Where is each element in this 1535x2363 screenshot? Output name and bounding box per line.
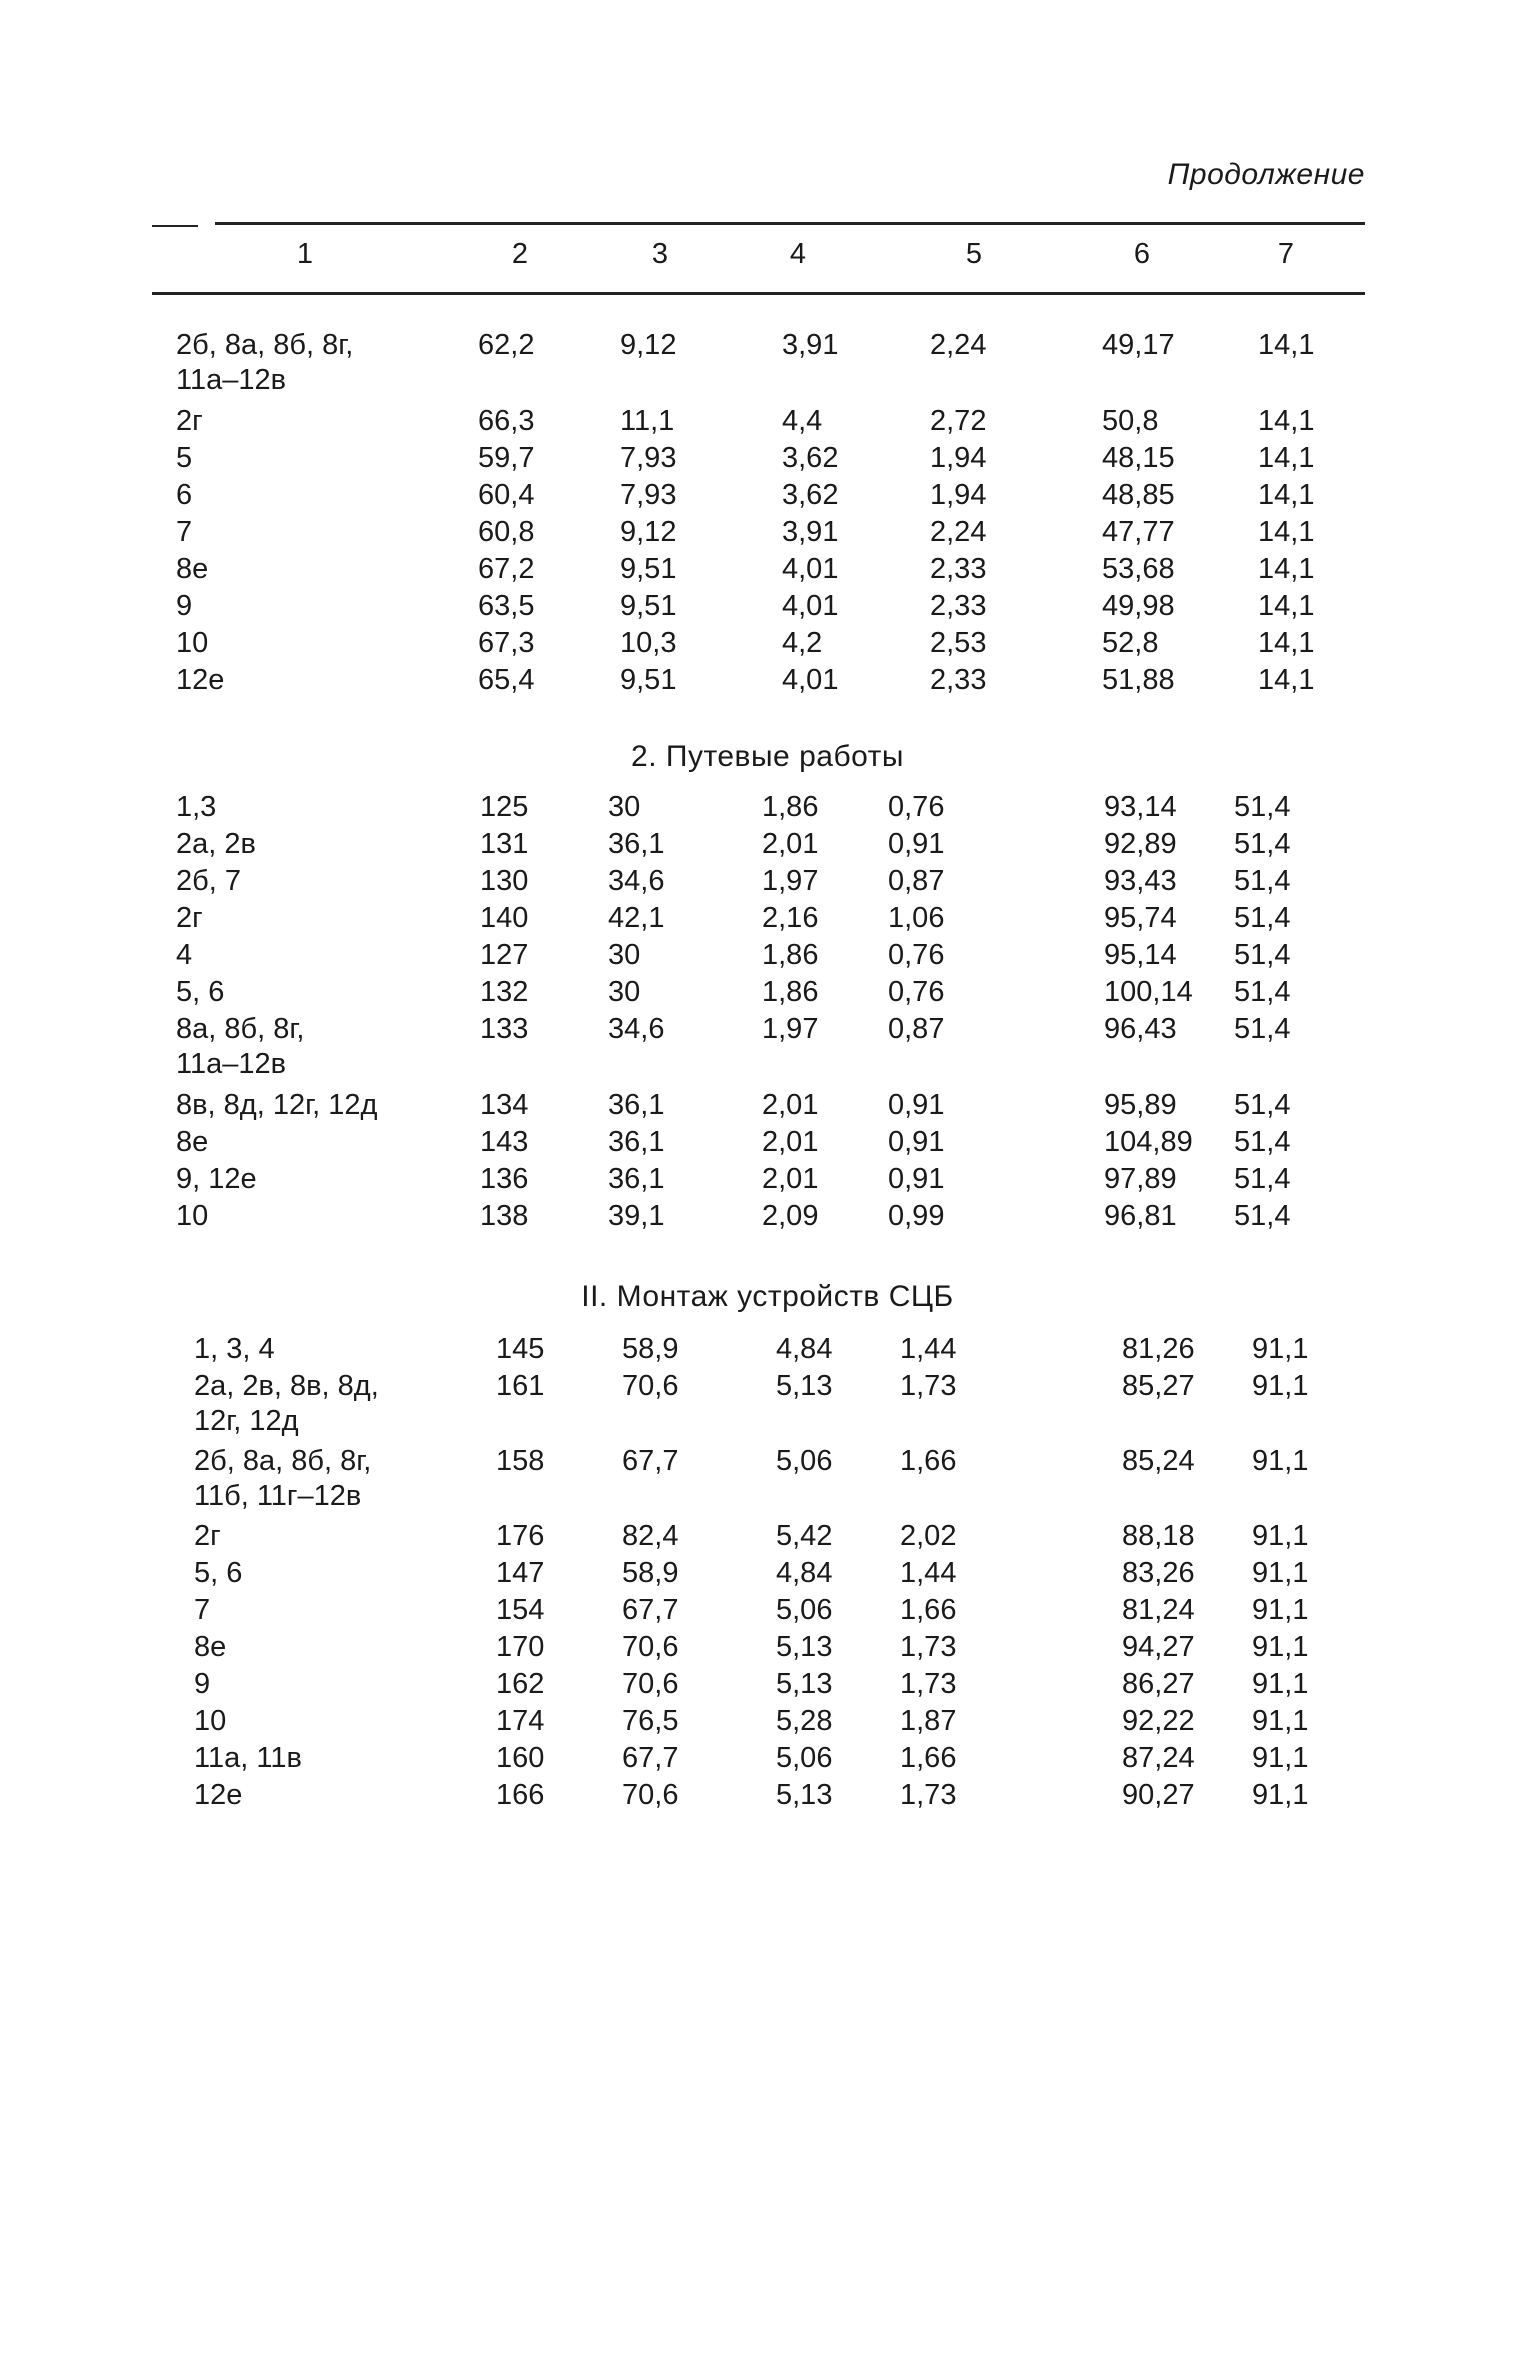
cell-col-3: 7,93 <box>620 442 677 474</box>
cell-col-4: 4,01 <box>782 664 839 696</box>
cell-col-2: 125 <box>480 791 529 823</box>
cell-col-5: 1,73 <box>900 1370 957 1402</box>
section-title-2: 2. Путевые работы <box>631 740 904 773</box>
cell-col-3: 7,93 <box>620 479 677 511</box>
cell-col-6: 48,15 <box>1102 442 1175 474</box>
column-header-3: 3 <box>651 238 669 270</box>
cell-col-7: 51,4 <box>1234 1200 1291 1232</box>
cell-col-3: 36,1 <box>608 828 665 860</box>
cell-col-5: 2,33 <box>930 664 987 696</box>
cell-col-3: 58,9 <box>622 1557 679 1589</box>
cell-col-6: 94,27 <box>1122 1631 1195 1663</box>
cell-col-4: 3,91 <box>782 329 839 361</box>
cell-col-4: 2,16 <box>762 902 819 934</box>
cell-col-2: 131 <box>480 828 529 860</box>
table-row <box>0 1444 1535 1518</box>
cell-col-7: 51,4 <box>1234 1163 1291 1195</box>
cell-col-2: 60,4 <box>478 479 535 511</box>
cell-col-6: 53,68 <box>1102 553 1175 585</box>
cell-col-2: 134 <box>480 1089 529 1121</box>
cell-col-4: 5,06 <box>776 1594 833 1626</box>
cell-col-4: 1,86 <box>762 791 819 823</box>
cell-col-1: 7 <box>194 1594 211 1626</box>
cell-col-4: 5,06 <box>776 1742 833 1774</box>
cell-col-3: 70,6 <box>622 1779 679 1811</box>
cell-col-3: 82,4 <box>622 1520 679 1552</box>
cell-col-6: 90,27 <box>1122 1779 1195 1811</box>
cell-col-1: 2а, 2в <box>176 828 256 860</box>
cell-col-1: 5, 6 <box>194 1557 243 1589</box>
cell-col-7: 51,4 <box>1234 791 1291 823</box>
cell-col-3: 30 <box>608 791 641 823</box>
cell-col-1: 10 <box>194 1705 227 1737</box>
cell-col-2: 63,5 <box>478 590 535 622</box>
table-row <box>0 1012 1535 1086</box>
cell-col-5: 0,91 <box>888 828 945 860</box>
cell-col-5: 0,99 <box>888 1200 945 1232</box>
cell-col-4: 5,28 <box>776 1705 833 1737</box>
cell-col-1: 2б, 7 <box>176 865 241 897</box>
cell-col-1: 2г <box>176 405 203 437</box>
cell-col-6: 50,8 <box>1102 405 1159 437</box>
cell-col-7: 91,1 <box>1252 1594 1309 1626</box>
cell-col-4: 1,86 <box>762 976 819 1008</box>
cell-col-2: 66,3 <box>478 405 535 437</box>
cell-col-5: 0,76 <box>888 791 945 823</box>
cell-col-7: 14,1 <box>1258 627 1315 659</box>
column-header-5: 5 <box>965 238 983 270</box>
cell-col-5: 0,76 <box>888 939 945 971</box>
cell-col-6: 97,89 <box>1104 1163 1177 1195</box>
cell-col-6: 95,74 <box>1104 902 1177 934</box>
cell-col-6: 88,18 <box>1122 1520 1195 1552</box>
cell-col-7: 51,4 <box>1234 828 1291 860</box>
cell-col-5: 0,76 <box>888 976 945 1008</box>
cell-col-2: 60,8 <box>478 516 535 548</box>
column-header-6: 6 <box>1133 238 1151 270</box>
cell-col-1: 5, 6 <box>176 976 225 1008</box>
table-row <box>0 1199 1535 1273</box>
cell-col-2: 154 <box>496 1594 545 1626</box>
cell-col-4: 2,01 <box>762 1163 819 1195</box>
cell-col-2: 158 <box>496 1445 545 1477</box>
cell-col-7: 51,4 <box>1234 1126 1291 1158</box>
column-header-1: 1 <box>296 238 314 270</box>
cell-col-6: 93,14 <box>1104 791 1177 823</box>
cell-col-1: 8в, 8д, 12г, 12д <box>176 1089 378 1121</box>
cell-col-1: 8а, 8б, 8г, 11а–12в <box>176 1013 305 1080</box>
cell-col-3: 9,51 <box>620 590 677 622</box>
cell-col-3: 36,1 <box>608 1126 665 1158</box>
cell-col-6: 96,81 <box>1104 1200 1177 1232</box>
continuation-caption: Продолжение <box>1167 158 1365 191</box>
cell-col-1: 2г <box>194 1520 221 1552</box>
cell-col-6: 95,14 <box>1104 939 1177 971</box>
cell-col-6: 48,85 <box>1102 479 1175 511</box>
cell-col-6: 100,14 <box>1104 976 1193 1008</box>
cell-col-1: 4 <box>176 939 193 971</box>
cell-col-6: 49,17 <box>1102 329 1175 361</box>
cell-col-6: 49,98 <box>1102 590 1175 622</box>
cell-col-7: 14,1 <box>1258 479 1315 511</box>
cell-col-2: 143 <box>480 1126 529 1158</box>
cell-col-4: 5,13 <box>776 1668 833 1700</box>
cell-col-3: 67,7 <box>622 1594 679 1626</box>
table-row <box>0 328 1535 402</box>
cell-col-5: 2,02 <box>900 1520 957 1552</box>
cell-col-1: 1, 3, 4 <box>194 1333 275 1365</box>
cell-col-6: 92,22 <box>1122 1705 1195 1737</box>
cell-col-6: 83,26 <box>1122 1557 1195 1589</box>
cell-col-6: 96,43 <box>1104 1013 1177 1045</box>
cell-col-1: 8е <box>194 1631 227 1663</box>
cell-col-1: 2б, 8а, 8б, 8г, 11а–12в <box>176 329 354 396</box>
cell-col-7: 91,1 <box>1252 1631 1309 1663</box>
cell-col-3: 67,7 <box>622 1742 679 1774</box>
cell-col-2: 67,2 <box>478 553 535 585</box>
cell-col-4: 2,09 <box>762 1200 819 1232</box>
cell-col-4: 2,01 <box>762 1089 819 1121</box>
cell-col-2: 67,3 <box>478 627 535 659</box>
cell-col-5: 1,87 <box>900 1705 957 1737</box>
cell-col-5: 1,66 <box>900 1594 957 1626</box>
cell-col-4: 4,84 <box>776 1333 833 1365</box>
cell-col-3: 30 <box>608 976 641 1008</box>
cell-col-7: 51,4 <box>1234 1089 1291 1121</box>
cell-col-3: 36,1 <box>608 1163 665 1195</box>
cell-col-2: 59,7 <box>478 442 535 474</box>
cell-col-7: 91,1 <box>1252 1333 1309 1365</box>
cell-col-7: 91,1 <box>1252 1742 1309 1774</box>
cell-col-7: 51,4 <box>1234 865 1291 897</box>
cell-col-3: 70,6 <box>622 1631 679 1663</box>
cell-col-4: 3,62 <box>782 442 839 474</box>
table-row <box>0 663 1535 737</box>
cell-col-3: 67,7 <box>622 1445 679 1477</box>
cell-col-1: 8е <box>176 1126 209 1158</box>
cell-col-3: 30 <box>608 939 641 971</box>
cell-col-5: 2,33 <box>930 553 987 585</box>
cell-col-2: 161 <box>496 1370 545 1402</box>
cell-col-7: 91,1 <box>1252 1557 1309 1589</box>
cell-col-1: 12е <box>176 664 225 696</box>
cell-col-3: 34,6 <box>608 1013 665 1045</box>
cell-col-4: 5,13 <box>776 1779 833 1811</box>
cell-col-7: 91,1 <box>1252 1705 1309 1737</box>
cell-col-7: 51,4 <box>1234 939 1291 971</box>
cell-col-5: 1,44 <box>900 1557 957 1589</box>
cell-col-2: 166 <box>496 1779 545 1811</box>
cell-col-6: 47,77 <box>1102 516 1175 548</box>
cell-col-4: 4,01 <box>782 553 839 585</box>
cell-col-1: 5 <box>176 442 193 474</box>
cell-col-4: 1,97 <box>762 1013 819 1045</box>
cell-col-3: 9,12 <box>620 329 677 361</box>
cell-col-5: 2,53 <box>930 627 987 659</box>
cell-col-3: 9,51 <box>620 664 677 696</box>
cell-col-3: 34,6 <box>608 865 665 897</box>
cell-col-5: 0,87 <box>888 865 945 897</box>
cell-col-6: 86,27 <box>1122 1668 1195 1700</box>
cell-col-5: 1,66 <box>900 1445 957 1477</box>
top-rule-short <box>152 225 198 227</box>
cell-col-2: 130 <box>480 865 529 897</box>
cell-col-5: 1,06 <box>888 902 945 934</box>
cell-col-4: 3,91 <box>782 516 839 548</box>
cell-col-3: 70,6 <box>622 1370 679 1402</box>
cell-col-4: 4,2 <box>782 627 823 659</box>
cell-col-7: 14,1 <box>1258 590 1315 622</box>
cell-col-7: 91,1 <box>1252 1779 1309 1811</box>
cell-col-3: 9,12 <box>620 516 677 548</box>
top-rule <box>215 222 1365 225</box>
cell-col-3: 42,1 <box>608 902 665 934</box>
cell-col-4: 4,84 <box>776 1557 833 1589</box>
cell-col-6: 104,89 <box>1104 1126 1193 1158</box>
cell-col-2: 127 <box>480 939 529 971</box>
cell-col-2: 145 <box>496 1333 545 1365</box>
cell-col-7: 14,1 <box>1258 329 1315 361</box>
cell-col-5: 1,73 <box>900 1631 957 1663</box>
cell-col-3: 39,1 <box>608 1200 665 1232</box>
cell-col-1: 10 <box>176 1200 209 1232</box>
cell-col-4: 4,01 <box>782 590 839 622</box>
cell-col-5: 2,24 <box>930 329 987 361</box>
cell-col-4: 3,62 <box>782 479 839 511</box>
cell-col-3: 58,9 <box>622 1333 679 1365</box>
cell-col-7: 14,1 <box>1258 516 1315 548</box>
cell-col-5: 1,94 <box>930 479 987 511</box>
cell-col-2: 174 <box>496 1705 545 1737</box>
cell-col-6: 81,24 <box>1122 1594 1195 1626</box>
cell-col-7: 51,4 <box>1234 902 1291 934</box>
cell-col-7: 14,1 <box>1258 442 1315 474</box>
cell-col-6: 51,88 <box>1102 664 1175 696</box>
cell-col-7: 91,1 <box>1252 1370 1309 1402</box>
cell-col-1: 12е <box>194 1779 243 1811</box>
cell-col-4: 1,86 <box>762 939 819 971</box>
cell-col-2: 136 <box>480 1163 529 1195</box>
cell-col-1: 2б, 8а, 8б, 8г, 11б, 11г–12в <box>194 1445 372 1512</box>
cell-col-5: 0,91 <box>888 1089 945 1121</box>
cell-col-7: 14,1 <box>1258 405 1315 437</box>
cell-col-4: 2,01 <box>762 828 819 860</box>
cell-col-5: 1,94 <box>930 442 987 474</box>
cell-col-5: 0,91 <box>888 1163 945 1195</box>
cell-col-2: 132 <box>480 976 529 1008</box>
cell-col-2: 176 <box>496 1520 545 1552</box>
cell-col-6: 85,24 <box>1122 1445 1195 1477</box>
cell-col-5: 1,73 <box>900 1668 957 1700</box>
cell-col-3: 70,6 <box>622 1668 679 1700</box>
cell-col-6: 95,89 <box>1104 1089 1177 1121</box>
cell-col-5: 1,73 <box>900 1779 957 1811</box>
cell-col-7: 51,4 <box>1234 976 1291 1008</box>
cell-col-4: 5,13 <box>776 1370 833 1402</box>
cell-col-1: 9 <box>176 590 193 622</box>
cell-col-5: 0,87 <box>888 1013 945 1045</box>
cell-col-5: 1,66 <box>900 1742 957 1774</box>
cell-col-5: 2,72 <box>930 405 987 437</box>
cell-col-4: 4,4 <box>782 405 823 437</box>
cell-col-7: 91,1 <box>1252 1668 1309 1700</box>
cell-col-4: 1,97 <box>762 865 819 897</box>
cell-col-5: 1,44 <box>900 1333 957 1365</box>
table-row <box>0 1369 1535 1443</box>
cell-col-2: 133 <box>480 1013 529 1045</box>
cell-col-4: 5,06 <box>776 1445 833 1477</box>
cell-col-1: 8е <box>176 553 209 585</box>
cell-col-1: 2г <box>176 902 203 934</box>
cell-col-7: 91,1 <box>1252 1520 1309 1552</box>
cell-col-7: 14,1 <box>1258 553 1315 585</box>
cell-col-2: 65,4 <box>478 664 535 696</box>
table-row <box>0 1778 1535 1852</box>
cell-col-3: 11,1 <box>620 405 675 437</box>
cell-col-1: 6 <box>176 479 193 511</box>
cell-col-5: 0,91 <box>888 1126 945 1158</box>
cell-col-6: 87,24 <box>1122 1742 1195 1774</box>
cell-col-2: 162 <box>496 1668 545 1700</box>
column-header-4: 4 <box>789 238 807 270</box>
cell-col-1: 7 <box>176 516 193 548</box>
column-header-2: 2 <box>511 238 529 270</box>
cell-col-1: 2а, 2в, 8в, 8д, 12г, 12д <box>194 1370 379 1437</box>
cell-col-2: 140 <box>480 902 529 934</box>
cell-col-1: 10 <box>176 627 209 659</box>
cell-col-1: 1,3 <box>176 791 217 823</box>
cell-col-1: 9 <box>194 1668 211 1700</box>
cell-col-6: 92,89 <box>1104 828 1177 860</box>
cell-col-3: 10,3 <box>620 627 677 659</box>
header-bottom-rule <box>152 292 1365 295</box>
cell-col-7: 14,1 <box>1258 664 1315 696</box>
cell-col-5: 2,24 <box>930 516 987 548</box>
cell-col-3: 76,5 <box>622 1705 679 1737</box>
cell-col-4: 2,01 <box>762 1126 819 1158</box>
cell-col-2: 62,2 <box>478 329 535 361</box>
cell-col-5: 2,33 <box>930 590 987 622</box>
section-title-3: II. Монтаж устройств СЦБ <box>581 1280 954 1313</box>
cell-col-4: 5,42 <box>776 1520 833 1552</box>
cell-col-3: 9,51 <box>620 553 677 585</box>
cell-col-4: 5,13 <box>776 1631 833 1663</box>
cell-col-1: 9, 12е <box>176 1163 257 1195</box>
cell-col-3: 36,1 <box>608 1089 665 1121</box>
cell-col-2: 147 <box>496 1557 545 1589</box>
cell-col-6: 85,27 <box>1122 1370 1195 1402</box>
column-header-7: 7 <box>1277 238 1295 270</box>
cell-col-6: 81,26 <box>1122 1333 1195 1365</box>
cell-col-7: 51,4 <box>1234 1013 1291 1045</box>
cell-col-7: 91,1 <box>1252 1445 1309 1477</box>
cell-col-2: 170 <box>496 1631 545 1663</box>
cell-col-6: 52,8 <box>1102 627 1159 659</box>
cell-col-2: 160 <box>496 1742 545 1774</box>
cell-col-6: 93,43 <box>1104 865 1177 897</box>
cell-col-1: 11а, 11в <box>194 1742 302 1774</box>
cell-col-2: 138 <box>480 1200 529 1232</box>
